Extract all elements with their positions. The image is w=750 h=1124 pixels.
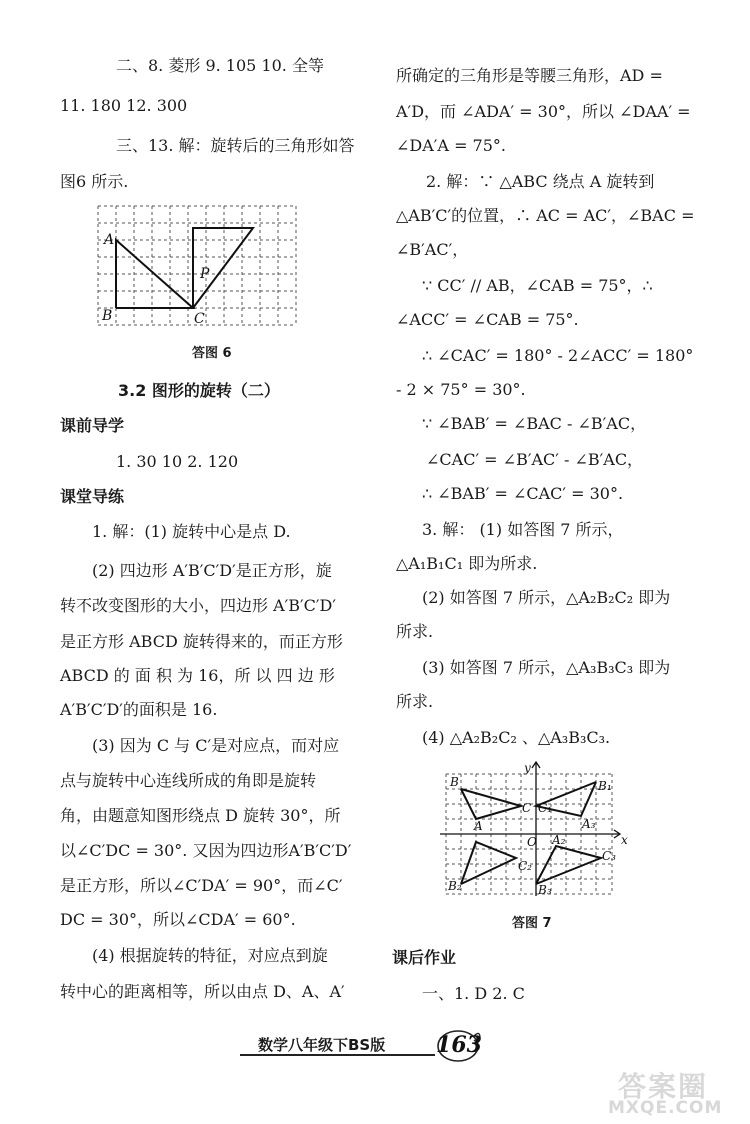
section-title: 3.2 图形的旋转（二） — [118, 381, 280, 400]
answer-line: ∵ ∠BAB′ = ∠BAC - ∠B′AC， — [422, 414, 647, 433]
after-class-heading: 课后作业 — [392, 948, 457, 967]
label-a: A — [474, 819, 483, 833]
answer-line: A′D，而 ∠ADA′ = 30°，所以 ∠DAA′ = — [396, 102, 691, 121]
figure-7-grid — [438, 760, 628, 898]
body-line: 点与旋转中心连线所成的角即是旋转 — [60, 771, 317, 790]
triangle-a2b2c2 — [461, 842, 516, 884]
answer-line: 3. 解： (1) 如答图 7 所示， — [422, 520, 624, 539]
in-class-heading: 课堂导练 — [60, 487, 125, 506]
answer-line: 所确定的三角形是等腰三角形，AD = — [396, 66, 663, 85]
answer-line: △AB′C′的位置，∴ AC = AC′，∠BAC = — [396, 206, 695, 225]
label-c: C — [194, 311, 205, 327]
body-line: (2) 四边形 A′B′C′D′是正方形，旋 — [92, 561, 332, 580]
answer-line: △A₁B₁C₁ 即为所求. — [396, 554, 538, 573]
triangle-abc — [116, 240, 193, 308]
page-number-badge — [436, 1024, 482, 1064]
body-line: (3) 因为 C 与 C′是对应点，而对应 — [92, 736, 340, 755]
label-a: A — [104, 232, 115, 248]
label-a2: A₂ — [552, 833, 566, 847]
footer-rule — [240, 1054, 435, 1056]
watermark — [600, 1065, 750, 1120]
pre-class-answer: 1. 30 10 2. 120 — [116, 452, 239, 471]
label-a3: A₃ — [582, 817, 596, 831]
after-class-answer: 一、1. D 2. C — [422, 984, 525, 1003]
answer-line: 11. 180 12. 300 — [60, 96, 188, 115]
figure-6-grid — [96, 204, 298, 328]
answer-line: (4) △A₂B₂C₂ 、△A₃B₃C₃. — [422, 728, 611, 747]
triangle-a3b3c3 — [536, 846, 601, 884]
book-title: 数学八年级下BS版 — [258, 1036, 386, 1054]
label-b: B — [450, 775, 459, 789]
watermark-logo: 答案圈 — [618, 1070, 709, 1103]
label-b: B — [102, 308, 113, 324]
body-line: 转中心的距离相等，所以由点 D、A、A′ — [60, 982, 345, 1001]
watermark-site: MXQE.COM — [608, 1098, 723, 1118]
label-c1: C₁ — [538, 801, 552, 815]
label-c2: C₂ — [518, 859, 532, 873]
page-number: 163 — [436, 1032, 482, 1058]
body-line: 角，由题意知图形绕点 D 旋转 30°，所 — [60, 806, 341, 825]
answer-line: ∠ACC′ = ∠CAB = 75°. — [396, 310, 579, 329]
body-line: 是正方形 ABCD 旋转得来的，而正方形 — [60, 632, 343, 651]
page-footer — [0, 1012, 750, 1072]
body-line: DC = 30°，所以∠CDA′ = 60°. — [60, 910, 296, 929]
answer-line: ∴ ∠CAC′ = 180° - 2∠ACC′ = 180° — [422, 346, 694, 365]
figure-7-caption: 答图 7 — [512, 916, 552, 931]
answer-line: ∵ CC′ // AB，∠CAB = 75°，∴ — [422, 276, 653, 295]
label-b2: B₂ — [448, 879, 462, 893]
answer-line: 二、8. 菱形 9. 105 10. 全等 — [116, 56, 324, 75]
body-line: ABCD 的 面 积 为 16，所 以 四 边 形 — [60, 666, 335, 685]
answer-line: - 2 × 75° = 30°. — [396, 380, 526, 399]
body-line: 转不改变图形的大小，四边形 A′B′C′D′ — [60, 596, 337, 615]
origin-label: O — [527, 835, 537, 849]
label-b3: B₃ — [538, 883, 552, 897]
body-line: 1. 解：(1) 旋转中心是点 D. — [92, 522, 291, 541]
answer-line: (2) 如答图 7 所示，△A₂B₂C₂ 即为 — [422, 588, 671, 607]
answer-line: 所求. — [396, 622, 434, 641]
label-b1: B₁ — [598, 779, 612, 793]
answer-line: (3) 如答图 7 所示，△A₃B₃C₃ 即为 — [422, 658, 671, 677]
answer-line: ∴ ∠BAB′ = ∠CAC′ = 30°. — [422, 484, 624, 503]
pre-class-heading: 课前导学 — [60, 416, 125, 435]
label-c3: C₃ — [602, 849, 616, 863]
answer-line: 所求. — [396, 692, 434, 711]
answer-line: ∠B′AC′， — [396, 240, 469, 259]
axis-y-label: y — [524, 761, 531, 775]
answer-line: ∠DA′A = 75°. — [396, 136, 506, 155]
label-p: P — [200, 266, 210, 282]
body-line: (4) 根据旋转的特征，对应点到旋 — [92, 946, 328, 965]
answer-line: 2. 解：∵ △ABC 绕点 A 旋转到 — [426, 172, 655, 191]
label-c: C — [522, 801, 532, 815]
answer-line: 三、13. 解：旋转后的三角形如答 — [116, 136, 355, 155]
axis-x-label: x — [621, 833, 628, 847]
answer-line: ∠CAC′ = ∠B′AC′ - ∠B′AC， — [426, 450, 644, 469]
body-line: A′B′C′D′的面积是 16. — [60, 700, 218, 719]
body-line: 以∠C′DC = 30°. 又因为四边形A′B′C′D′ — [60, 841, 352, 860]
answer-line: 图6 所示. — [60, 172, 129, 191]
body-line: 是正方形，所以∠C′DA′ = 90°，而∠C′ — [60, 876, 343, 895]
figure-6-caption: 答图 6 — [192, 346, 232, 361]
